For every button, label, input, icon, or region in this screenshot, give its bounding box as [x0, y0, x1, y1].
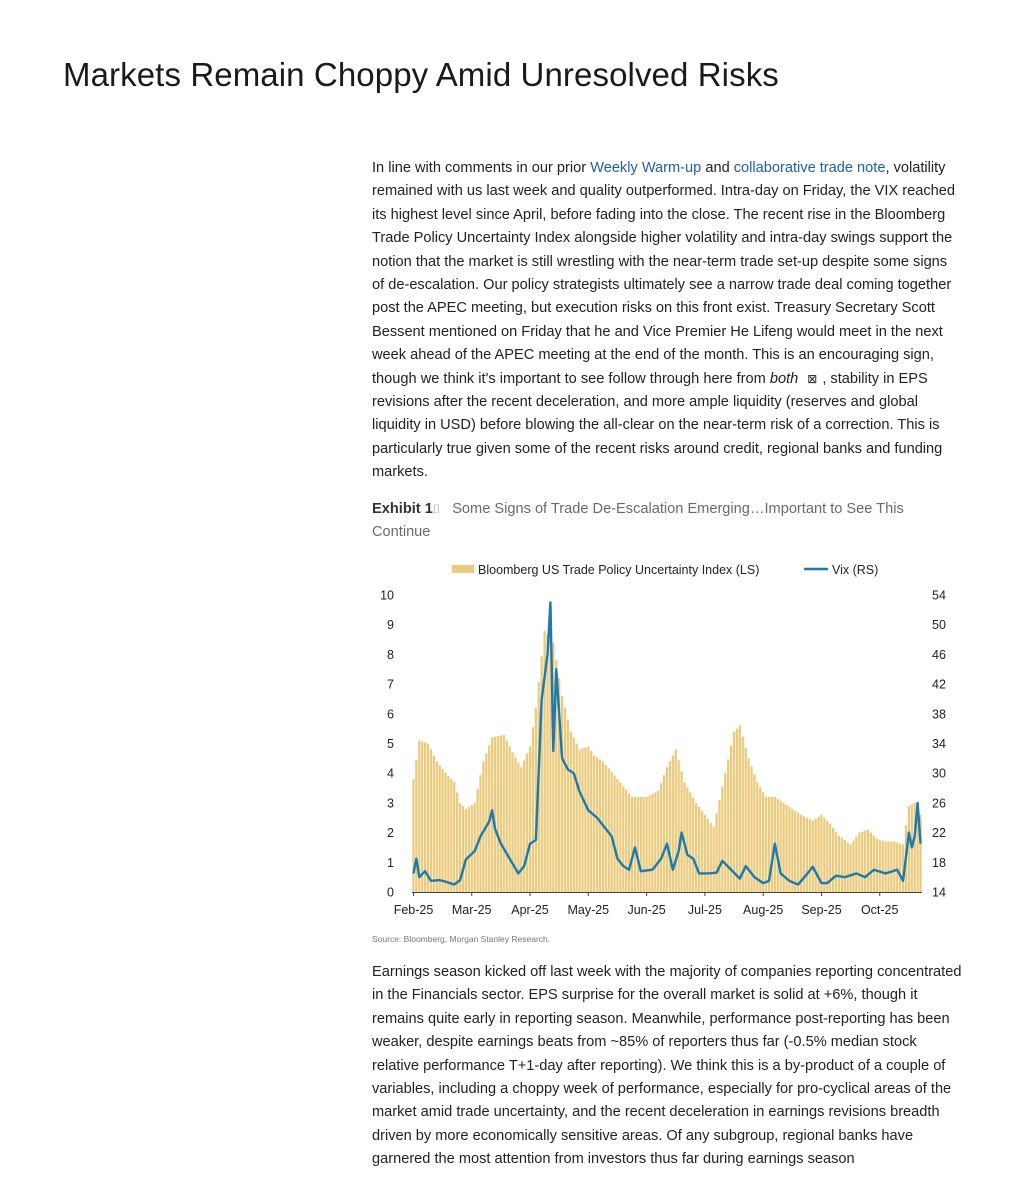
- bar: [412, 779, 414, 892]
- bar: [721, 787, 723, 892]
- left-tick-label: 7: [387, 677, 394, 692]
- bar: [844, 840, 846, 892]
- bar: [447, 776, 449, 892]
- bar: [689, 793, 691, 893]
- bar: [511, 752, 513, 892]
- bar: [634, 797, 636, 892]
- bar: [858, 833, 860, 892]
- right-axis: [932, 589, 946, 900]
- bar: [861, 832, 863, 892]
- bar: [657, 791, 659, 892]
- bar: [471, 805, 473, 892]
- bar: [616, 779, 618, 892]
- bar: [780, 801, 782, 892]
- right-tick-label: 34: [932, 737, 946, 751]
- bar: [797, 813, 799, 892]
- bar: [427, 744, 429, 893]
- bar: [736, 729, 738, 892]
- bar: [654, 793, 656, 893]
- bar: [628, 793, 630, 892]
- missing-glyph-icon: ⊠: [807, 371, 818, 386]
- bar: [777, 799, 779, 892]
- right-tick-label: 50: [932, 618, 946, 633]
- bar: [622, 786, 624, 892]
- bar: [648, 795, 650, 892]
- bar: [482, 761, 484, 892]
- bar: [453, 782, 455, 892]
- bar: [506, 741, 508, 892]
- bar: [765, 797, 767, 892]
- bar: [625, 790, 627, 892]
- bar: [520, 767, 522, 892]
- x-tick-label: Jul-25: [687, 903, 722, 917]
- bar: [847, 842, 849, 892]
- legend-swatch-bar: [452, 565, 474, 573]
- bar: [759, 787, 761, 892]
- bar: [739, 726, 741, 892]
- bar-series-uncertainty: [412, 631, 921, 892]
- x-tick-label: Apr-25: [511, 903, 549, 917]
- x-tick-label: May-25: [567, 903, 610, 917]
- bar: [879, 840, 881, 892]
- bar: [712, 827, 714, 892]
- bar: [893, 842, 895, 892]
- legend-label-line: Vix (RS): [832, 563, 879, 577]
- bar: [870, 833, 872, 892]
- left-tick-label: 6: [387, 707, 394, 722]
- para1-text-4: , stability in EPS revisions after the recent deceleration, and more ample liquidity (reserves and global liquidity in USD) before blowing the all-clear on the near-term risk of a correction. This is particularly true given some of the recent risks around credit, regional banks and funding markets.: [372, 370, 943, 481]
- left-tick-label: 4: [387, 766, 394, 781]
- bar: [835, 832, 837, 892]
- right-tick-label: 30: [932, 766, 946, 781]
- bar: [841, 838, 843, 892]
- bar: [762, 792, 764, 892]
- collaborative-trade-note-link[interactable]: collaborative trade note: [733, 160, 886, 176]
- bar: [441, 769, 443, 892]
- bar: [666, 767, 668, 892]
- bar: [561, 696, 563, 892]
- bar: [663, 775, 665, 892]
- bar: [576, 744, 578, 893]
- bar: [590, 751, 592, 892]
- bar: [727, 759, 729, 892]
- earnings-paragraph-block: [372, 961, 962, 1172]
- bar: [444, 772, 446, 892]
- bar: [532, 727, 534, 892]
- para1-text-1: In line with comments in our prior: [372, 160, 591, 176]
- x-tick-label: Mar-25: [451, 903, 492, 917]
- bar: [887, 842, 889, 892]
- bar: [584, 747, 586, 892]
- bar: [864, 831, 866, 892]
- right-tick-label: 38: [932, 707, 946, 722]
- para1-text-3: , volatility remained with us last week and quality outperformed. Intra-day on Friday, the VIX reached its highest level since April, before fading into the close. The recent rise in the Bloomberg Trade Policy Uncertainty Index alongside higher volatility and intra-day swings support the notion that the market is still wrestling with the near-term trade set-up despite some signs of de-escalation. Our policy strategists ultimately see a narrow trade deal coming together post the APEC meeting, but execution risks on this front exist. Treasury Secretary Scott Bessent mentioned on Friday that he and Vice Premier He Lifeng would meet in the next week ahead of the APEC meeting at the end of the month. This is an encouraging sign, though we think it's important to see follow through here from: [372, 160, 955, 387]
- bar: [546, 635, 548, 892]
- bar: [439, 765, 441, 892]
- para1-italic-both: both: [769, 370, 799, 387]
- bar: [698, 807, 700, 892]
- bar: [573, 738, 575, 892]
- page-title: Markets Remain Choppy Amid Unresolved Risks: [63, 56, 779, 93]
- bar: [570, 732, 572, 892]
- bar: [660, 783, 662, 892]
- bar: [415, 760, 417, 892]
- bar: [494, 737, 496, 892]
- bar: [564, 708, 566, 892]
- left-tick-label: 9: [387, 618, 394, 633]
- bar: [610, 772, 612, 892]
- bar: [704, 815, 706, 892]
- bar: [672, 755, 674, 892]
- intro-paragraph: [372, 157, 962, 485]
- bar: [587, 746, 589, 892]
- bar: [596, 757, 598, 892]
- exhibit-caption: [372, 498, 932, 544]
- bar: [707, 819, 709, 892]
- right-tick-label: 26: [932, 796, 946, 811]
- bar: [581, 748, 583, 892]
- left-tick-label: 2: [387, 826, 394, 841]
- bar: [631, 797, 633, 892]
- bar: [794, 811, 796, 892]
- x-tick-label: Aug-25: [743, 903, 784, 917]
- bar: [421, 742, 423, 892]
- bar: [771, 797, 773, 892]
- bar: [637, 797, 639, 892]
- bar: [756, 782, 758, 892]
- bar: [812, 821, 814, 892]
- chart-source: Source: Bloomberg, Morgan Stanley Research.: [372, 934, 551, 944]
- weekly-warmup-link[interactable]: Weekly Warm-up: [590, 160, 702, 176]
- earnings-paragraph: Earnings season kicked off last week with the majority of companies reporting concentrated in the Financials sector. EPS surprise for the overall market is solid at +6%, though it remains quite early in reporting season. Meanwhile, performance post-reporting has been weaker, despite earnings beats from ~85% of reporters thus far (-0.5% median stock relative performance T+1-day after reporting). We think this is a by-product of a couple of variables, including a choppy week of performance, especially for pro-cyclical areas of the market amid trade uncertainty, and the recent deceleration in earnings revisions breadth driven by more economically sensitive areas. Of any subgroup, regional banks have garnered the most attention from investors thus far during earnings season: [372, 964, 962, 1168]
- left-tick-label: 3: [387, 796, 394, 811]
- bar: [613, 776, 615, 892]
- right-tick-label: 22: [932, 826, 946, 841]
- bar: [814, 819, 816, 892]
- exhibit-title: Some Signs of Trade De-Escalation Emerging…Important to See This Continue: [372, 501, 904, 540]
- bar: [867, 830, 869, 892]
- para1-text-2: and: [701, 160, 734, 176]
- bar: [852, 841, 854, 892]
- left-tick-label: 8: [387, 647, 394, 662]
- bar: [832, 828, 834, 892]
- bar: [710, 823, 712, 892]
- x-tick-label: Oct-25: [860, 903, 899, 917]
- bar: [733, 732, 735, 892]
- right-tick-label: 42: [932, 677, 946, 692]
- bar: [497, 736, 499, 892]
- bar: [462, 806, 464, 892]
- bar: [724, 773, 726, 892]
- bar: [686, 787, 688, 892]
- bar: [882, 841, 884, 892]
- left-axis: [380, 589, 394, 900]
- bar: [526, 753, 528, 892]
- bar: [718, 800, 720, 892]
- bar: [640, 797, 642, 892]
- bar: [692, 798, 694, 892]
- left-tick-label: 10: [380, 588, 394, 603]
- bar: [599, 759, 601, 892]
- left-tick-label: 1: [387, 855, 394, 870]
- x-tick-label: Jun-25: [627, 903, 666, 917]
- bar: [465, 809, 467, 892]
- exhibit-number: Exhibit 1: [372, 501, 433, 517]
- bar: [890, 842, 892, 892]
- bar: [619, 783, 621, 892]
- bar: [450, 779, 452, 892]
- bar: [523, 760, 525, 892]
- x-tick-label: Sep-25: [801, 903, 842, 917]
- x-tick-label: Feb-25: [393, 903, 434, 917]
- bar: [578, 749, 580, 892]
- bar: [782, 803, 784, 892]
- right-tick-label: 46: [932, 647, 946, 662]
- bar: [873, 836, 875, 892]
- bar: [593, 755, 595, 892]
- left-tick-label: 5: [387, 737, 394, 751]
- bar: [855, 837, 857, 892]
- bar: [503, 735, 505, 892]
- bar: [468, 807, 470, 892]
- x-axis: [394, 892, 922, 917]
- bar: [508, 746, 510, 892]
- bar: [651, 794, 653, 892]
- bar: [433, 755, 435, 892]
- bar: [896, 843, 898, 893]
- bar: [430, 749, 432, 892]
- left-tick-label: 0: [387, 885, 394, 900]
- bar: [500, 735, 502, 892]
- trade-uncertainty-vix-chart: [372, 556, 962, 926]
- bar: [849, 844, 851, 892]
- bar: [695, 803, 697, 892]
- intro-paragraph-block: [372, 157, 962, 485]
- bar: [715, 813, 717, 892]
- right-tick-label: 14: [932, 885, 946, 900]
- bar: [791, 809, 793, 892]
- right-tick-label: 18: [932, 855, 946, 870]
- bar: [899, 843, 901, 892]
- chart-legend: [452, 563, 878, 577]
- bar: [876, 839, 878, 892]
- exhibit-marker-icon: ⌷: [432, 502, 441, 516]
- bar: [701, 811, 703, 892]
- bar: [884, 842, 886, 892]
- bar: [643, 797, 645, 892]
- legend-label-bar: Bloomberg US Trade Policy Uncertainty Index (LS): [478, 563, 760, 577]
- bar: [424, 743, 426, 892]
- bar: [806, 818, 808, 892]
- bar: [529, 746, 531, 892]
- bar: [456, 793, 458, 893]
- bar: [436, 761, 438, 892]
- bar: [669, 761, 671, 892]
- right-tick-label: 54: [932, 588, 946, 603]
- bar: [809, 819, 811, 892]
- bar: [838, 836, 840, 892]
- bar: [675, 749, 677, 892]
- bar: [678, 760, 680, 892]
- bar: [803, 816, 805, 892]
- bar: [823, 818, 825, 892]
- bar: [645, 797, 647, 892]
- bar: [567, 720, 569, 892]
